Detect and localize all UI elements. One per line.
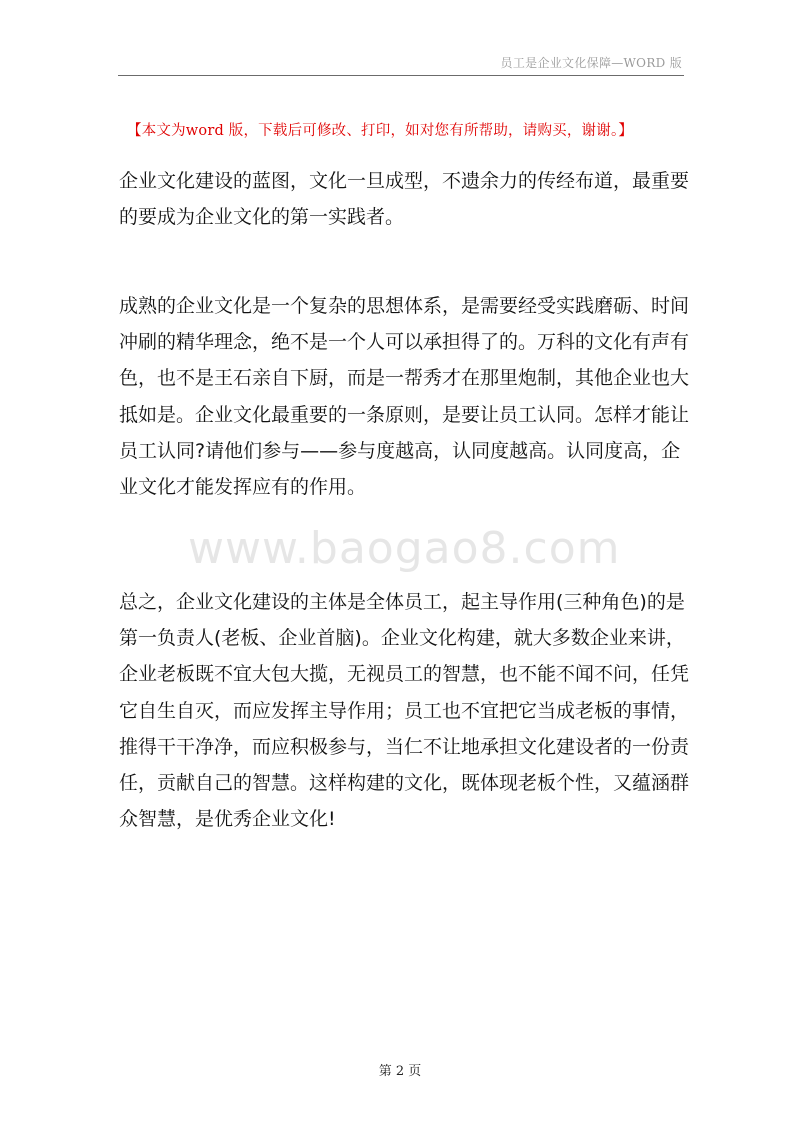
paragraph-1 xyxy=(119,163,690,235)
paragraph-line: 冲刷的精华理念，绝不是一个人可以承担得了的。万科的文化有声有 xyxy=(119,331,690,354)
paragraph-2 xyxy=(119,288,690,505)
paragraph-line: 众智慧，是优秀企业文化! xyxy=(119,808,336,831)
paragraph-line: 总之，企业文化建设的主体是全体员工，起主导作用(三种角色)的是 xyxy=(119,591,685,613)
header-rule xyxy=(118,75,684,76)
paragraph-line: 任，贡献自己的智慧。这样构建的文化，既体现老板个性，又蕴涵群 xyxy=(119,772,690,795)
paragraph-line: 第一负责人(老板、企业首脑)。企业文化构建，就大多数企业来讲， xyxy=(119,627,685,650)
paragraph-line: 抵如是。企业文化最重要的一条原则，是要让员工认同。怎样才能让 xyxy=(119,403,690,426)
paragraph-line: 推得干干净净，而应积极参与，当仁不让地承担文化建设者的一份责 xyxy=(119,735,690,758)
download-notice: 【本文为word 版，下载后可修改、打印，如对您有所帮助，请购买，谢谢。】 xyxy=(127,123,634,139)
paragraph-line: 业文化才能发挥应有的作用。 xyxy=(119,476,367,499)
paragraph-line: 企业文化建设的蓝图，文化一旦成型，不遗余力的传经布道，最重要 xyxy=(119,170,690,192)
watermark: www.baogao8.com xyxy=(188,523,621,574)
paragraph-line: 企业老板既不宜大包大揽，无视员工的智慧，也不能不闻不问，任凭 xyxy=(119,663,690,686)
paragraph-line: 员工认同?请他们参与——参与度越高，认同度越高。认同度高，企 xyxy=(119,439,681,462)
paragraph-line: 的要成为企业文化的第一实践者。 xyxy=(119,206,405,229)
paragraph-3 xyxy=(119,584,690,837)
paragraph-line: 它自生自灭，而应发挥主导作用；员工也不宜把它当成老板的事情， xyxy=(119,699,690,722)
page-number: 第 2 页 xyxy=(378,1064,422,1079)
paragraph-line: 成熟的企业文化是一个复杂的思想体系，是需要经受实践磨砺、时间 xyxy=(119,295,690,317)
running-header: 员工是企业文化保障—WORD 版 xyxy=(500,56,682,70)
paragraph-line: 色，也不是王石亲自下厨，而是一帮秀才在那里炮制，其他企业也大 xyxy=(119,367,690,390)
